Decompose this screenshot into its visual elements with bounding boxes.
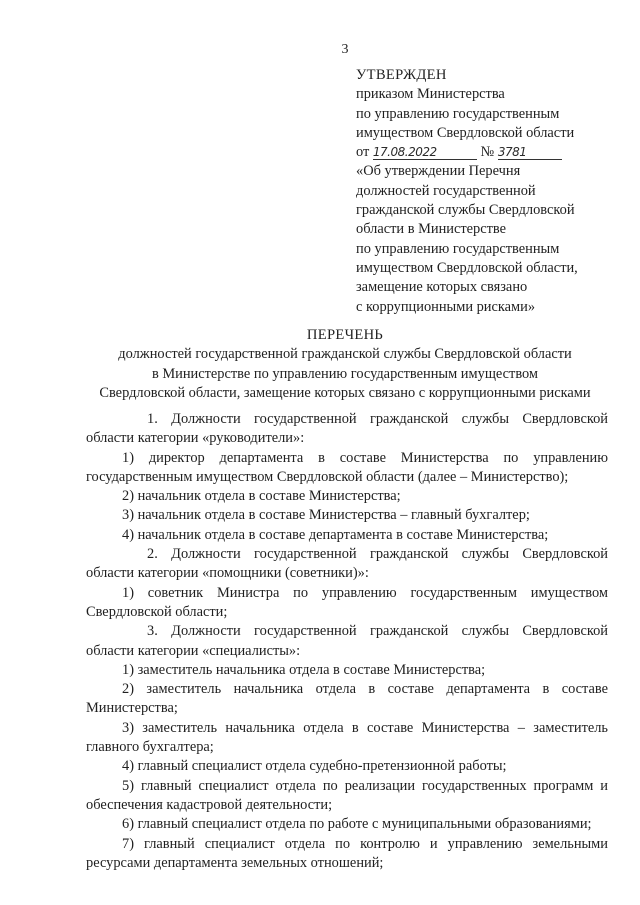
heading-line: в Министерстве по управлению государственным имуществом xyxy=(151,365,539,382)
order-title-line: замещение которых связано xyxy=(356,279,528,296)
list-item: 2) заместитель начальника отдела в составе департамента в составе Министерства; xyxy=(86,681,608,717)
approval-line: по управлению государственным xyxy=(356,105,560,122)
approval-line: приказом Министерства xyxy=(356,86,505,103)
approval-line: имуществом Свердловской области xyxy=(356,124,575,141)
document-title: ПЕРЕЧЕНЬ xyxy=(306,327,384,343)
handwritten-number: 3781 xyxy=(497,145,527,160)
section-heading: 3. Должности государственной гражданской службы Свердловской области категории «специалисты»: xyxy=(86,623,608,659)
date-field xyxy=(373,145,477,160)
section-heading: 1. Должности государственной гражданской службы Свердловской области категории «руководители»: xyxy=(86,411,608,447)
list-item: 7) главный специалист отдела по контролю и управлению земельными ресурсами департамента земельных отношений; xyxy=(86,835,608,871)
list-item: 1) советник Министра по управлению государственным имуществом Свердловской области; xyxy=(86,584,608,620)
list-item: 1) заместитель начальника отдела в составе Министерства; xyxy=(122,661,486,678)
approval-title: УТВЕРЖДЕН xyxy=(356,67,447,83)
number-prefix: № xyxy=(480,144,495,161)
list-item: 5) главный специалист отдела по реализации государственных программ и обеспечения кадастровой деятельности; xyxy=(86,777,608,813)
heading-line: Свердловской области, замещение которых связано с коррупционными рисками xyxy=(99,384,591,401)
list-item: 2) начальник отдела в составе Министерства; xyxy=(122,488,401,505)
list-heading xyxy=(80,326,610,403)
date-prefix: от xyxy=(356,144,370,161)
order-title-line: должностей государственной xyxy=(356,182,536,199)
handwritten-date: 17.08.2022 xyxy=(372,145,437,160)
list-item: 4) начальник отдела в составе департамента в составе Министерства; xyxy=(122,526,549,543)
list-item: 3) начальник отдела в составе Министерства – главный бухгалтер; xyxy=(122,507,530,524)
document-body xyxy=(86,410,608,873)
order-title-line: «Об утверждении Перечня xyxy=(356,163,521,180)
list-item: 6) главный специалист отдела по работе с муниципальными образованиями; xyxy=(122,816,592,833)
order-title-line: имуществом Свердловской области, xyxy=(356,259,578,276)
order-title-line: по управлению государственным xyxy=(356,240,560,257)
list-item: 1) директор департамента в составе Министерства по управлению государственным имуществом Свердловской области (далее – Министерство); xyxy=(86,449,608,485)
approval-block xyxy=(356,66,616,317)
list-item: 3) заместитель начальника отдела в составе Министерства – заместитель главного бухгалтера; xyxy=(86,719,608,756)
page-number: 3 xyxy=(341,42,349,57)
list-item: 4) главный специалист отдела судебно-претензионной работы; xyxy=(122,758,507,775)
section-heading: 2. Должности государственной гражданской службы Свердловской области категории «помощники (советники)»: xyxy=(86,546,608,582)
approval-date-number-line xyxy=(356,143,616,162)
number-field xyxy=(498,145,562,160)
order-title-line: гражданской службы Свердловской xyxy=(356,202,575,219)
order-title-line: с коррупционными рисками» xyxy=(356,298,536,315)
heading-line: должностей государственной гражданской службы Свердловской области xyxy=(118,346,572,363)
order-title-line: области в Министерстве xyxy=(356,221,507,238)
